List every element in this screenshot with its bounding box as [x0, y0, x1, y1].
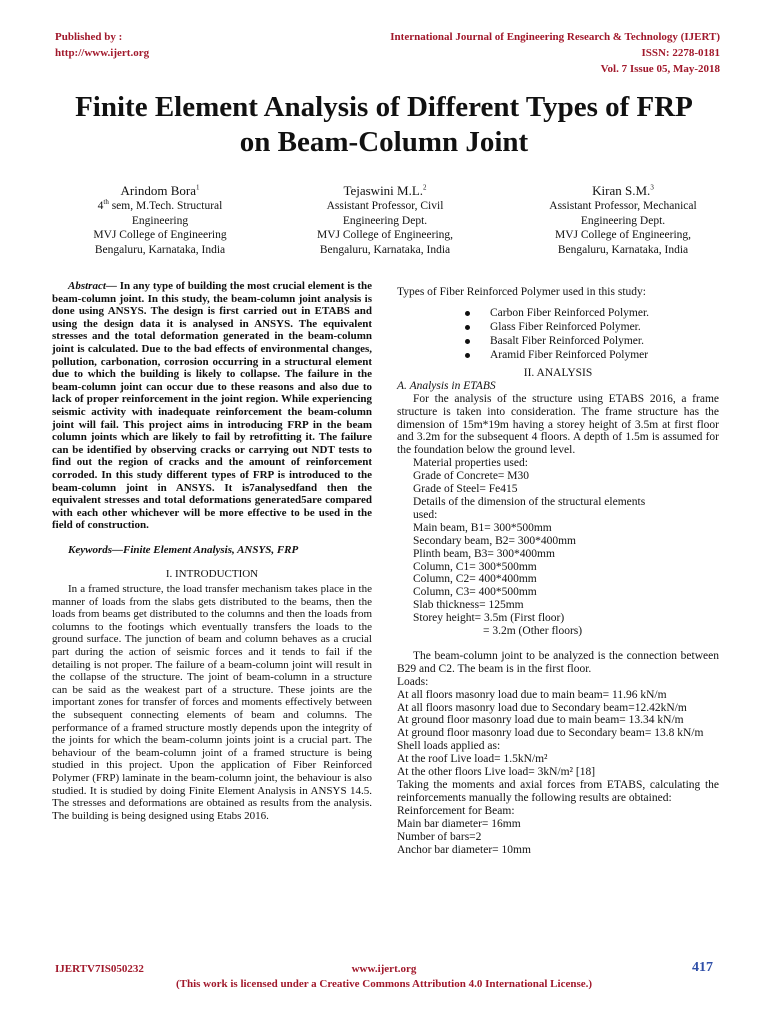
shell-load-1: At the roof Live load= 1.5kN/m² [397, 753, 548, 766]
load-line-4: At ground floor masonry load due to Secondary beam= 13.8 kN/m [397, 727, 704, 740]
material-properties [397, 457, 719, 638]
reinforcement-line: Main bar diameter= 16mm [397, 817, 521, 830]
abstract-label: Abstract— [68, 280, 117, 292]
paper-title [40, 90, 728, 160]
analysis-subheading: A. Analysis in ETABS [397, 379, 496, 392]
intro-paragraph: In a framed structure, the load transfer mechanism takes place in the manner of loads from the slabs gets distributed to the beams, then the loads from beams get distributed to the columns and then the loads from columns to the footings which eventually transfers the loads to the ground surface. The junction of beam and column behaves as a crucial part during the action of seismic forces and it tends to fail if the detailing is not proper. The failure of a beam-column joint will result in the collapse of the structure. The joint of beam-column in a structure can be said as the weakest part of a structure. These joints are the important zones for transfer of forces and moments effectively between the subsequent connecting elements of beam and columns. The performance of a framed structure mostly depends upon the integrity of the joints for which the beam-column joints joint is a crucial part. The behaviour of the beam-column joint of a framed structure is being studied in this project. Upon the application of Fiber Reinforced Polymer (FRP) laminate in the beam-column joint, the behaviour is also studied. It is studied by doing Finite Element Analysis in ANSYS 14.5. The stresses and deformations are obtained as results from the analysis. The building is being designed using Etabs 2016. [52, 583, 372, 822]
property-line: Secondary beam, B2= 300*400mm [413, 534, 576, 547]
list-item [397, 348, 719, 362]
header-url-link[interactable]: http://www.ijert.org [55, 47, 150, 59]
property-line: Material properties used: [413, 457, 528, 470]
title-line-2: on Beam-Column Joint [239, 126, 529, 158]
analysis-heading: II. ANALYSIS [523, 366, 593, 379]
intro-heading: I. INTRODUCTION [165, 568, 259, 581]
reinforcement-line: Anchor bar diameter= 10mm [397, 843, 531, 856]
property-line: Plinth beam, B3= 300*400mm [413, 547, 555, 560]
bullet-icon [465, 311, 470, 316]
property-line: Storey height= 3.5m (First floor) [413, 612, 565, 625]
property-line: used: [413, 508, 438, 521]
author-3-line-1: Assistant Professor, Mechanical [549, 200, 697, 212]
author-block-3 [518, 183, 728, 257]
property-line: Details of the dimension of the structural elements [413, 495, 646, 508]
author-1-line-2: Engineering [131, 214, 189, 227]
property-line: Slab thickness= 125mm [413, 599, 524, 612]
author-block-2 [280, 183, 490, 257]
property-line: Grade of Concrete= M30 [413, 470, 530, 483]
header-journal: International Journal of Engineering Research & Technology (IJERT) [390, 31, 720, 43]
author-sup-3: 3 [650, 183, 654, 192]
bullet-icon [465, 325, 470, 330]
author-1-ordinal: 4 [97, 200, 104, 212]
author-1-line-3: MVJ College of Engineering [93, 229, 227, 241]
property-line: Main beam, B1= 300*500mm [413, 521, 552, 534]
author-2-line-4: Bengaluru, Karnataka, India [319, 243, 451, 256]
abstract-text: In any type of building the most crucial element is the beam-column joint. In this study, the beam-column joint analysis is done using ANSYS. The design is first carried out in ETABS and using the design data it is analysed in ANSYS. The equivalent stresses and the total deformation generated in the beam-column joint is calculated. Due to the bad effects of environmental changes, pollution, carbonation, corrosion occurring in a structural element due to which the building is likely to collapse. The failure in the beam-column joint can occur due to these reasons and also due to lack of proper reinforcement in the joint region. While experiencing seismic activity with inadequate reinforcement the beam-column joint will fail. This project aims in introducing FRP in the beam column joints which are likely to fail by retrofitting it. The failure can be identified by observing cracks or carrying out NDT tests to find out the region of cracks and the amount of reinforcement corroded. In this study different types of FRP is introduced to the beam-column joint in ANSYS. It is7analysedfand then the equivalent stresses and total deformations generated5are compared with each other whichever will be more effective to be used in the field of construction. [52, 280, 372, 532]
load-line-3: At ground floor masonry load due to main beam= 13.34 kN/m [397, 714, 684, 727]
shell-load-2: At the other floors Live load= 3kN/m² [18] [397, 766, 596, 779]
footer-license: (This work is licensed under a Creative Commons Attribution 4.0 International License.) [175, 978, 593, 990]
header-volume: Vol. 7 Issue 05, May-2018 [600, 63, 720, 75]
bullet-icon [465, 353, 470, 358]
keywords: Keywords—Finite Element Analysis, ANSYS, FRP [68, 543, 299, 556]
author-sup-1: 1 [195, 183, 200, 192]
property-line: Column, C3= 400*500mm [413, 586, 537, 599]
author-sup-2: 2 [423, 183, 427, 192]
author-3-line-2: Engineering Dept. [580, 214, 666, 227]
header-published-by: Published by : [55, 31, 123, 43]
author-1-line-4: Bengaluru, Karnataka, India [94, 243, 226, 256]
bullet-icon [465, 339, 470, 344]
list-item-text: Glass Fiber Reinforced Polymer. [490, 320, 641, 333]
abstract [52, 280, 372, 532]
list-item-text: Basalt Fiber Reinforced Polymer. [490, 334, 644, 347]
etabs-paragraph: For the analysis of the structure using ETABS 2016, a frame structure is taken into consideration. The frame structure has the dimension of 15m*19m having a storey height of 3.5m at first floor and 3.2m for the subsequent 4 floors. A depth of 1.5m is assumed for the foundation below the ground level. [397, 392, 719, 457]
property-line: = 3.2m (Other floors) [483, 625, 583, 638]
footer-page-number: 417 [692, 960, 713, 975]
reinforcement-line: Reinforcement for Beam: [397, 804, 515, 817]
taking-paragraph: Taking the moments and axial forces from ETABS, calculating the reinforcements manually the following results are obtained: [397, 779, 719, 804]
left-column [52, 280, 372, 822]
frp-types-intro: Types of Fiber Reinforced Polymer used in this study: [397, 286, 646, 298]
load-line-2: At all floors masonry load due to Secondary beam=12.42kN/m [397, 701, 687, 714]
author-2-line-3: MVJ College of Engineering, [316, 229, 454, 241]
header-issn: ISSN: 2278-0181 [641, 47, 720, 59]
author-name-1: Arindom Bora [120, 183, 196, 198]
author-name-2: Tejaswini M.L. [343, 183, 424, 198]
author-3-line-3: MVJ College of Engineering, [554, 229, 692, 241]
author-1-line-1 [55, 199, 265, 214]
author-2-line-2: Engineering Dept. [342, 214, 428, 227]
loads-label: Loads: [397, 675, 429, 688]
property-line: Grade of Steel= Fe415 [413, 483, 518, 496]
list-item-text: Carbon Fiber Reinforced Polymer. [490, 306, 650, 319]
footer-url-link[interactable]: www.ijert.org [351, 963, 417, 975]
joint-paragraph: The beam-column joint to be analyzed is the connection between B29 and C2. The beam is in the first floor. [397, 649, 719, 675]
author-3-line-4: Bengaluru, Karnataka, India [557, 243, 689, 256]
list-item [397, 320, 719, 334]
reinforcement-line: Number of bars=2 [397, 830, 482, 843]
title-line-1: Finite Element Analysis of Different Types of FRP [75, 91, 693, 123]
frp-types-list [397, 306, 719, 362]
list-item-text: Aramid Fiber Reinforced Polymer [490, 348, 649, 361]
author-1-ordinal-sup: th [103, 198, 109, 207]
footer-paper-code: IJERTV7IS050232 [55, 963, 144, 975]
author-1-line-1-rest: sem, M.Tech. Structural [108, 200, 223, 212]
property-line: Column, C2= 400*400mm [413, 573, 537, 586]
author-2-line-1: Assistant Professor, Civil [326, 200, 444, 212]
shell-loads-label: Shell loads applied as: [397, 740, 501, 753]
property-line: Column, C1= 300*500mm [413, 560, 537, 573]
reinforcement [397, 805, 719, 857]
load-line-1: At all floors masonry load due to main beam= 11.96 kN/m [397, 688, 667, 701]
author-name-3: Kiran S.M. [592, 183, 651, 198]
list-item [397, 334, 719, 348]
list-item [397, 306, 719, 320]
author-block-1 [55, 183, 265, 257]
right-column [397, 286, 719, 856]
